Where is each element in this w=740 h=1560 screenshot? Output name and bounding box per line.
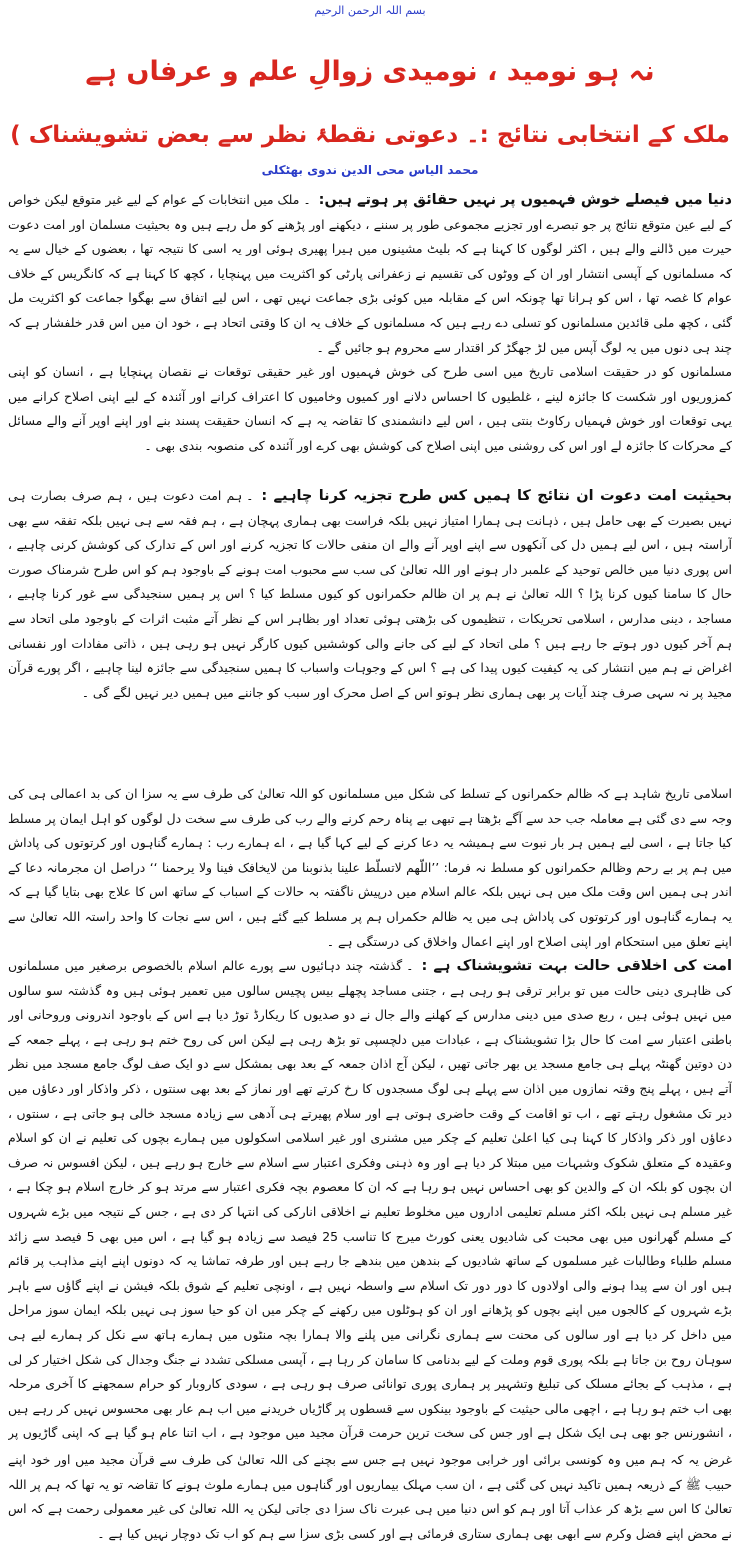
dash-separator: ۔ [406,958,414,973]
paragraph-text: گذشتہ چند دہائیوں سے پورے عالم اسلام بالخصوص برصغیر میں مسلمانوں کی ظاہری دینی حالت میں تو برابر ترقی ہو رہی ہے ، جتنی مساجد پچھلے بیس پچیس سالوں میں تعمیر ہوئی ہیں وہ گذشتہ سو سالوں میں نہیں ہوئی ہیں ، ربع صدی میں دینی مدارس کے کھلنے والے جال نے دو صدیوں کا ریکارڈ توڑ دیا ہے اس کے باوجود اندرونی وروحانی اور باطنی اعتبار سے امت کا حال بڑا تشویشناک ہے ، عبادات میں دلچسپی تو بڑھ رہی ہے لیکن اس کی روح ختم ہو رہی ہے ، پہلے جمعہ کے دن دوتین گھنٹہ پہلے ہی جامع مسجد یں بھر جاتی تھیں ، لیکن آج اذان جمعہ کے بعد بھی بمشکل سے دو ایک صف لوگ جامع مسجد میں نظر آتے ہیں ، پہلے پنج وقتہ نمازوں میں اذان سے پہلے ہی لوگ مسجدوں کا رخ کرتے تھے اور نماز کے بعد بھی سنتوں ، ذکر واذکار اور دعاؤں میں دیر تک مشغول رہتے تھے ، اب تو اقامت کے وقت حاضری ہوتی ہے اور سلام پھیرتے ہی آدھی سے زیادہ مسجد خالی ہو جاتی ہے ، سنتوں ، دعاؤں اور ذکر واذکار کا کہنا ہی کیا اعلیٰ تعلیم کے چکر میں مشنری اور غیر اسلامی اسکولوں میں ہمارے بچوں کی تعلیم نے ان کو اسلام وعقیدہ کے متعلق شکوک وشبہات میں مبتلا کر دیا ہے اور وہ ذہنی وفکری اعتبار سے اسلام سے خارج ہو رہے ہیں ، لیکن افسوس نہ صرف ان بچوں کو بلکہ ان کے والدین کو بھی احساس نہیں ہو رہا ہے کہ ان کا معصوم بچہ فکری اعتبار سے مرتد ہو کر خارج اسلام ہو چکا ہے ، غیر مسلم ہی نہیں بلکہ اکثر مسلم تعلیمی اداروں میں مخلوط تعلیم نے اخلاقی انارکی کی انتہا کر دی ہے ، جس کے نتیجہ میں بڑے شہروں کے مسلم گھرانوں میں بھی محبت کی شادیوں یعنی کورٹ میرج کا تناسب 25 فیصد سے زیادہ ہو گیا ہے ، اس میں بھی 5 فیصد سے زائد مسلم طلباء وطالبات غیر مسلموں کے ساتھ شادیوں کے بندھن میں بندھے جا رہے ہیں اور طرفہ تماشا یہ کہ دونوں اپنے اپنے مذاہب پر قائم ہیں اور ان سے پیدا ہونے والی اولادوں کا دور دور تک اسلام سے واسطہ نہیں ہے ، اونچی تعلیم کے شوق بلکہ فیشن نے اپنے گاؤں سے باہر بڑے شہروں کے کالجوں میں اپنے بچوں کو پڑھانے اور ان کو ہوٹلوں میں رکھنے کے چکر میں ان کو حیا سوز ہی نہیں بلکہ ایمان سوز مراحل میں داخل کر دیا ہے اور سالوں کی محنت سے ہماری نگرانی میں پلنے والا ہمارا بچہ منٹوں میں ہمارے ہاتھ سے نکل کر ہمارے لیے ہی سوہان روح بن جاتا ہے بلکہ پوری قوم وملت کے لیے بدنامی کا سامان کر رہا ہے ، آپسی مسلکی تشدد نے جنگ وجدال کی شکل اختیار کر لی ہے ، مذہب کے بجائے مسلک کی تبلیغ وتشہیر پر ہماری پوری توانائی صرف ہو رہی ہے ، سودی کاروبار کو حرام سمجھنے کا آخری مرحلہ بھی اب ختم ہو رہا ہے ، اچھی مالی حیثیت کے باوجود بینکوں سے قسطوں پر گاڑیاں خریدنے میں اب ہم عار بھی محسوس نہیں کر رہے ہیں ، انشورنس جو بھی ہی ایک شکل ہے اور جس کی سخت ترین حرمت قرآن مجید میں موجود ہے ، اب اتنا عام ہو گیا ہے کہ اپنی گاڑیوں پر [8,958,732,1441]
paragraph-text: ملک میں انتخابات کے عوام کے لیے غیر متوقع لیکن خواص کے لیے عین متوقع نتائج پر جو تبصرے اور تجزیے مجموعی طور پر سننے ، دیکھنے اور پڑھنے کو مل رہے ہیں وہ بحیثیت مسلمان اور امت دعوت حیرت میں ڈالنے والے ہیں ، اکثر لوگوں کا کہنا ہے کہ بلیٹ مشینوں میں ہیرا پھیری ہوئی اور یہ اسی کا نتیجہ تھا ، بعضوں کے خیال سے یہ کہ مسلمانوں کے آپسی انتشار اور ان کے ووٹوں کی تقسیم نے زعفرانی پارٹی کو اکثریت میں پہنچایا ، کچھ کا کہنا ہے کہ کانگریس کے خلاف عوام کا غصہ تھا ، اس کو ہرانا تھا چونکہ اس کے مقابلہ میں کوئی بڑی جماعت نہیں تھی ، اس لیے اتفاق سے بھگوا جماعت کو اکثریت مل گئی ، کچھ ملی قائدین مسلمانوں کو تسلی دے رہے ہیں کہ مسلمانوں کے خلاف یہ ان کا وقتی اتحاد ہے ، خود ان میں اس قدر خلفشار ہے کہ چند ہی دنوں میں یہ لوگ آپس میں لڑ جھگڑ کر اقتدار سے محروم ہو جائیں گے ۔ [8,192,732,355]
paragraph [8,484,732,782]
section-2 [8,484,732,954]
section-3 [8,954,732,1448]
main-title: نہ ہو نومید ، نومیدی زوالِ علم و عرفاں ہے [85,56,655,87]
section-heading: بحیثیت امت دعوت ان نتائج کا ہمیں کس طرح تجزیہ کرنا چاہیے : [261,488,732,504]
dash-separator: ۔ [246,488,254,503]
paragraph [8,188,732,360]
author-byline: محمد الیاس محی الدین ندوی بھٹکلی [261,163,479,177]
paragraph-text: ہم امت دعوت ہیں ، ہم صرف بصارت ہی نہیں بصیرت کے بھی حامل ہیں ، ذہانت ہی ہمارا امتیاز نہیں بلکہ فراست بھی ہماری پہچان ہے ، ہم فقہ سے ہی نہیں بلکہ تفقہ سے بھی آراستہ ہیں ، اس لیے ہمیں دل کی آنکھوں سے اپنے اوپر آنے والے ان منفی حالات کا تجزیہ کرنے اور اس کے تدارک کی کوشش کرنی چاہیے ، اس پوری دنیا میں خالص توحید کے علمبر دار ہونے اور اللہ تعالیٰ کی سب سے محبوب امت ہونے کے باوجود ہم کو اس طرح شرمناک صورت حال کا سامنا کیوں کرنا پڑا ؟ اللہ تعالیٰ نے ہم پر ان ظالم حکمرانوں کو کیوں مسلط کیا ؟ اس پر ہمیں سنجیدگی سے غور کرنا چاہیے ، مساجد ، دینی مدارس ، اسلامی تحریکات ، تنظیموں کی بڑھتی ہوئی تعداد اور بظاہر اس کے نظر آتے مثبت اثرات کے باوجود ملی اتحاد سے ہم آخر کیوں دور ہوتے جا رہے ہیں ؟ ملی اتحاد کے لیے کی جانے والی کوششیں کیوں کارگر نہیں ہو رہی ہیں ، ذاتی مفادات اور نفسانی اغراض نے ہم میں انتشار کی یہ کیفیت کیوں پیدا کی ہے ؟ اس کے وجوہات واسباب کا ہمیں سنجیدگی سے جائزہ لینا چاہیے ، اگر پورے قرآن مجید پر نہ سہی صرف چند آیات پر بھی ہماری نظر ہوتو اس کے اصل محرک اور سبب کو جاننے میں ہمیں دیر نہیں لگے گی ۔ [8,488,732,700]
bismillah-line: بسم اللہ الرحمن الرحیم [314,4,426,17]
dash-separator: ۔ [303,192,311,207]
section-4 [8,1448,732,1548]
subtitle: ( ملک کے انتخابی نتائج :۔ دعوتی نقطۂ نظر سے بعض تشویشناک [10,122,730,148]
paragraph [8,954,732,1448]
paragraph [8,360,732,484]
paragraph [8,782,732,954]
paragraph [8,1448,732,1548]
paragraph-text: اسلامی تاریخ شاہد ہے کہ ظالم حکمرانوں کے تسلط کی شکل میں مسلمانوں کو اللہ تعالیٰ کی طرف سے یہ سزا ان کی بد اعمالی ہی کی وجہ سے دی گئی ہے معاملہ جب حد سے آگے بڑھتا ہے تبھی بے پناہ رحم کرنے والے رب کی طرف سے سخت دل لوگوں کو اہل ایمان پر مسلط کیا جاتا ہے ، اسی لیے ہمیں ہر بار نبوت سے ہمیشہ یہ دعا کرنے کے لیے کہا گیا ہے ، اے ہمارے رب : ہمارے گناہوں اور کرتوتوں کی پاداش میں ہم پر بے رحم وظالم حکمرانوں کو مسلط نہ فرما: ’’اللّھم لاتسلّط علینا بذنوبنا من لایخافک فینا ولا یرحمنا ‘‘ دراصل ان مجرمانہ دعا کے اندر ہی ہمیں اس وقت ملک میں ہی نہیں بلکہ عالم اسلام میں درپیش ناگفتہ بہ حالات کے اسباب کے ساتھ اس کا علاج بھی بتایا گیا ہے کہ یہ ہمارے گناہوں اور کرتوتوں کی پاداش ہی میں یہ ظالم حکمراں ہم پر مسلط کیے گئے ہیں ، اس سے نجات کا واحد راستہ اللہ تعالیٰ سے اپنے تعلق میں استحکام اور اپنی اصلاح اور اپنے اعمال واخلاق کی درستگی ہے ۔ [8,786,732,949]
section-heading: دنیا میں فیصلے خوش فہمیوں پر نہیں حقائق پر ہوتے ہیں: [318,192,732,208]
article-body [8,188,732,1548]
section-heading: امت کی اخلاقی حالت بہت تشویشناک ہے : [421,958,732,974]
section-1 [8,188,732,484]
paragraph-text: غرض یہ کہ ہم میں وہ کونسی برائی اور خرابی موجود نہیں ہے جس سے بچنے کی اللہ تعالیٰ کی طرف سے قرآن مجید میں اور خود اپنے حبیب ﷺ کے ذریعہ ہمیں تاکید نہیں کی گئی ہے ، ان سب مہلک بیماریوں اور گناہوں میں ہمارے ملوث ہونے کا تقاضہ تو یہ تھا کہ ہم پر اللہ تعالیٰ کا اس سے بڑھ کر عذاب آتا اور ہم کو اس دنیا میں ہی عبرت ناک سزا دی جاتی لیکن یہ اللہ تعالیٰ کی غیر معمولی رحمت ہے کہ اس نے محض اپنے فضل وکرم سے ابھی بھی ہماری ستاری فرمائی ہے اور کسی بڑی سزا سے ہم کو اب تک دوچار نہیں کیا ہے ۔ [8,1452,732,1541]
paragraph-text: مسلمانوں کو در حقیقت اسلامی تاریخ میں اسی طرح کی خوش فہمیوں اور غیر حقیقی توقعات نے نقصان پہنچایا ہے ، انسان کو اپنی کمزوریوں اور شکست کا جائزہ لینے ، غلطیوں کا احساس دلانے اور کمیوں وخامیوں کا اعتراف کرانے اور آئندہ کے لیے اپنی اصلاح کرانے میں یہی توقعات اور خوش فہمیاں رکاوٹ بنتی ہیں ، اس لیے دانشمندی کا تقاضہ یہ ہے کہ انسان حقیقت پسند بنے اور اپنے اوپر آنے والے مسائل کے محرکات کا جائزہ لے اور اس کی روشنی میں اپنی اصلاح کی کوشش بھی کرے اور آئندہ کی منصوبہ بندی بھی ۔ [8,364,732,453]
